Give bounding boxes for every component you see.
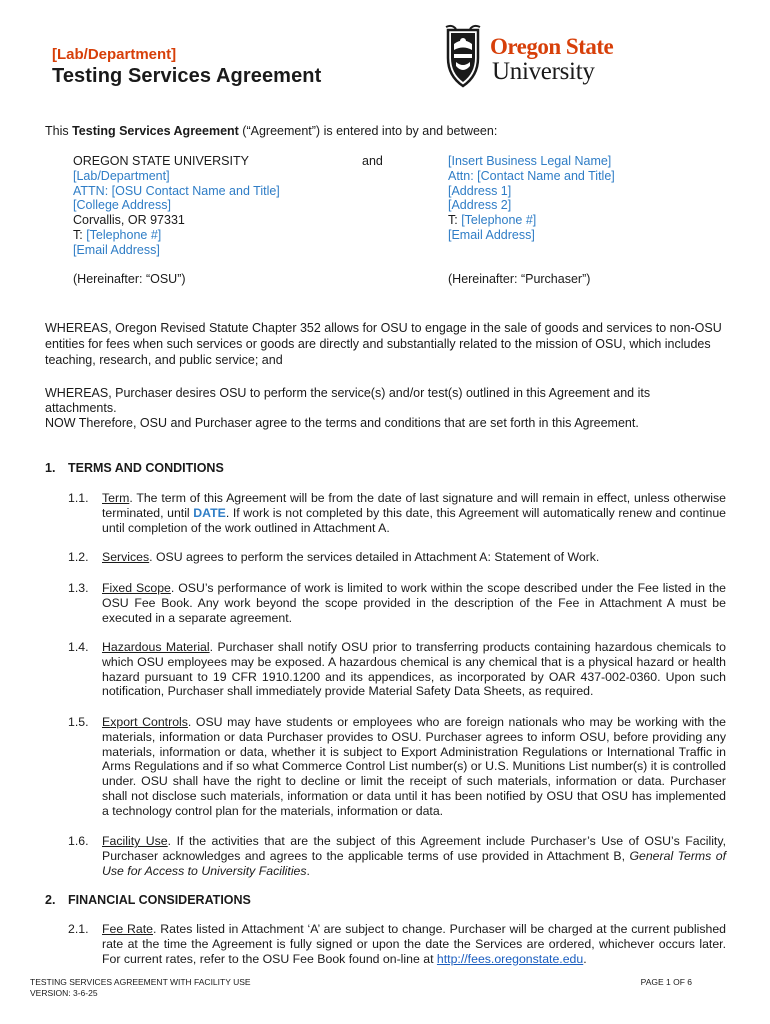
clause-heading: Hazardous Material xyxy=(102,640,210,654)
intro-sentence: This Testing Services Agreement (“Agreement”) is entered into by and between: xyxy=(45,124,498,138)
section-2-heading: 2. FINANCIAL CONSIDERATIONS xyxy=(45,893,251,907)
clause-heading: Fixed Scope xyxy=(102,581,171,595)
fee-book-link[interactable]: http://fees.oregonstate.edu xyxy=(436,951,584,966)
purchaser-attn-placeholder: Attn: [Contact Name and Title] xyxy=(448,168,615,183)
page-title: Testing Services Agreement xyxy=(52,65,322,87)
purchaser-hereinafter: (Hereinafter: “Purchaser”) xyxy=(448,271,591,286)
clause-heading: Facility Use xyxy=(102,834,168,848)
osu-party-block xyxy=(73,154,280,286)
clause-heading: Term xyxy=(102,491,130,505)
osu-lab-placeholder: [Lab/Department] xyxy=(73,168,170,183)
logo-text-oregon-state: Oregon State xyxy=(490,34,614,59)
clause-hazardous-material: 1.4. Hazardous Material. Purchaser shall notify OSU prior to transferring products containing hazardous chemicals to which OSU employees may be exposed. A hazardous chemical is any chemical that is a physical hazard or health hazard pursuant to 19 CFR 1910.1200 and its appendices, as incorporated by OAR 437-002-0360. Upon such notification, Purchaser shall immediately provide Material Safety Data Sheets, as required. xyxy=(68,640,726,699)
clause-services: 1.2. Services. OSU agrees to perform the services detailed in Attachment A: Statement of Work. xyxy=(68,550,600,564)
clause-term: 1.1. Term. The term of this Agreement will be from the date of last signature and will remain in effect, unless otherwise terminated, until DATE. If work is not completed by this date, this Agreement will automatically renew and continue until completion of the work outlined in Attachment A. xyxy=(68,491,727,535)
osu-telephone: T: [Telephone #] xyxy=(73,227,162,242)
clause-fixed-scope: 1.3. Fixed Scope. OSU’s performance of work is limited to work within the scope described under the Fee listed in the OSU Fee Book. Any work beyond the scope provided in the description of the Fee in Attachment A must be executed in a separate agreement. xyxy=(68,581,726,625)
osu-name: OREGON STATE UNIVERSITY xyxy=(73,154,249,168)
osu-city: Corvallis, OR 97331 xyxy=(73,213,185,228)
logo-text-university: University xyxy=(492,58,595,85)
purchaser-address2-placeholder: [Address 2] xyxy=(448,198,512,213)
whereas-paragraph-2: WHEREAS, Purchaser desires OSU to perform the service(s) and/or test(s) outlined in this Agreement and its attachments. xyxy=(45,386,651,415)
footer-page-number: PAGE 1 OF 6 xyxy=(640,977,692,987)
footer-doc-name: TESTING SERVICES AGREEMENT WITH FACILITY USE xyxy=(30,977,251,987)
clause-heading: Fee Rate xyxy=(102,922,153,936)
osu-logo xyxy=(442,24,642,88)
clause-fee-rate: 2.1. Fee Rate. Rates listed in Attachment ‘A’ are subject to change. Purchaser will be charged at the current published rate at the time the Agreement is fully signed or upon the date the Services are ordered, whichever occurs later. For current rates, refer to the OSU Fee Book found on-line at http://fees.oregonstate.edu. xyxy=(68,922,726,966)
footer-left xyxy=(30,977,251,999)
osu-seal-icon xyxy=(442,24,484,88)
osu-address-placeholder: [College Address] xyxy=(73,198,171,213)
agreement-name: Testing Services Agreement xyxy=(72,124,239,138)
purchaser-telephone: T: [Telephone #] xyxy=(448,213,537,228)
osu-email-placeholder: [Email Address] xyxy=(73,242,160,257)
purchaser-email-placeholder: [Email Address] xyxy=(448,227,535,242)
and-label: and xyxy=(362,154,383,168)
clause-heading: Export Controls xyxy=(102,715,188,729)
whereas-paragraph-1: WHEREAS, Oregon Revised Statute Chapter 352 allows for OSU to engage in the sale of goods and services to non-OSU entities for fees when such services or goods are directly and substantially related to the mission of OSU, which includes teaching, research, and public service; and xyxy=(45,321,722,367)
purchaser-name-placeholder: [Insert Business Legal Name] xyxy=(448,154,612,168)
purchaser-party-block xyxy=(448,154,615,287)
lab-department-placeholder: [Lab/Department] xyxy=(52,46,177,63)
date-placeholder: DATE xyxy=(193,505,226,520)
clause-export-controls: 1.5. Export Controls. OSU may have students or employees who are foreign nationals who may be working with the materials, information or data Purchaser provides to OSU. Purchaser agrees to inform OSU, before providing any materials, information or data, whether it is subject to Export Administration Regulations or International Traffic in Arms Regulations and if so what Commerce Control List number(s) or U.S. Munitions List number(s) it is controlled under. OSU shall have the right to decline or limit the receipt of such materials, information or data. Purchaser shall not disclose such materials, information or data until it has been notified by OSU that OSU has implemented a technology control plan for the materials, information or data. xyxy=(68,715,727,818)
clause-heading: Services xyxy=(102,550,150,564)
osu-hereinafter: (Hereinafter: “OSU”) xyxy=(73,271,186,286)
osu-attn-placeholder: ATTN: [OSU Contact Name and Title] xyxy=(73,183,280,198)
footer-version: VERSION: 3-6-25 xyxy=(30,988,98,998)
section-1-heading: 1. TERMS AND CONDITIONS xyxy=(45,461,224,475)
facility-terms-title: General Terms of Use for Access to University Facilities xyxy=(102,848,726,878)
now-therefore-paragraph: NOW Therefore, OSU and Purchaser agree to the terms and conditions that are set forth in this Agreement. xyxy=(45,416,639,430)
clause-facility-use: 1.6. Facility Use. If the activities that are the subject of this Agreement include Purchaser’s Use of OSU’s Facility, Purchaser acknowledges and agrees to the applicable terms of use provided in Attachment B, General Terms of Use for Access to University Facilities. xyxy=(68,834,727,878)
purchaser-address1-placeholder: [Address 1] xyxy=(448,183,512,198)
